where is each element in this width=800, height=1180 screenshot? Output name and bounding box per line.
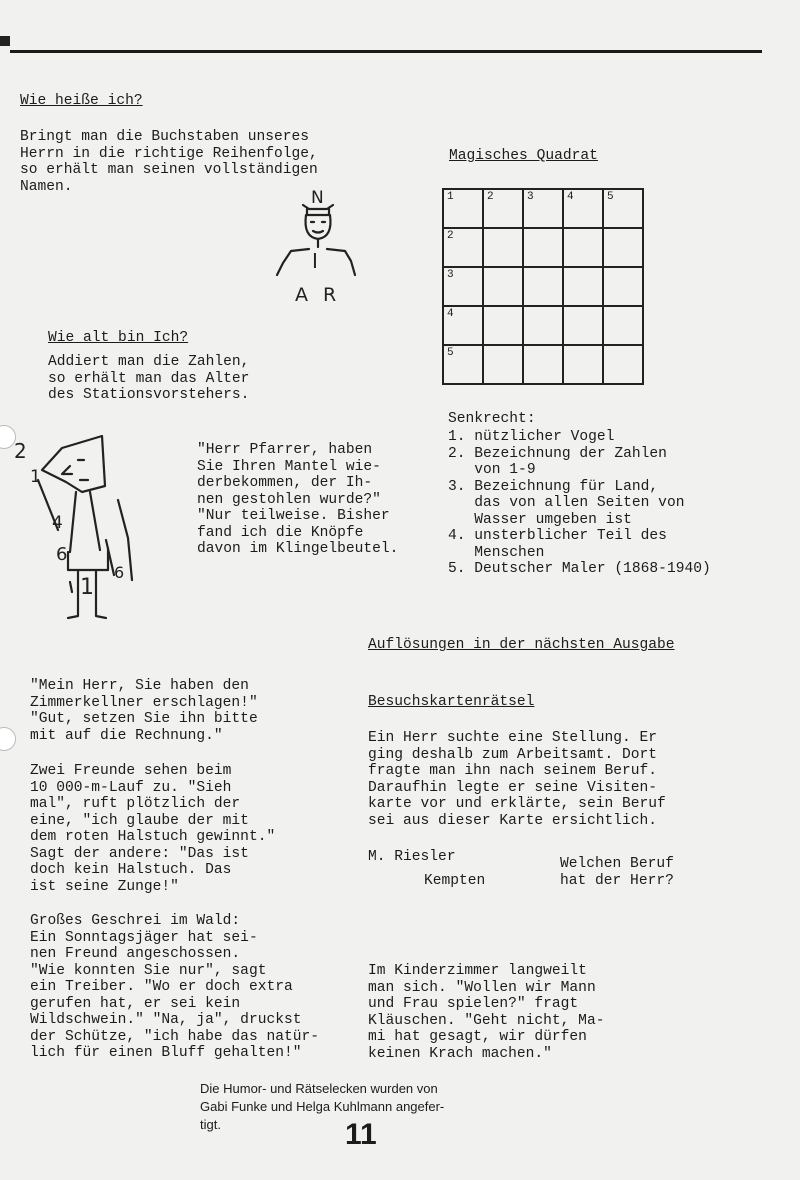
grid-cell — [483, 267, 523, 306]
puzzle-name-title: Wie heiße ich? — [20, 93, 143, 109]
grid-cell — [443, 306, 483, 345]
letter-figure-drawing — [265, 185, 375, 310]
solutions-note: Auflösungen in der nächsten Ausgabe — [368, 637, 675, 653]
grid-cell — [443, 189, 483, 228]
grid-cell — [523, 267, 563, 306]
grid-cell — [523, 345, 563, 384]
binder-hole — [0, 727, 16, 751]
grid-cell — [563, 345, 603, 384]
joke-kinder: Im Kinderzimmer langweilt man sich. "Wollen wir Mann und Frau spielen?" fragt Kläuschen. "Geht nicht, Ma- mi hat gesagt, wir dürfen keinen Krach machen." — [368, 963, 605, 1062]
grid-number: 2 — [447, 230, 454, 242]
figure-number: 1 — [80, 575, 94, 600]
visit-card-question: Welchen Beruf hat der Herr? — [560, 856, 674, 889]
grid-cell — [603, 189, 643, 228]
magic-square-grid — [442, 188, 644, 385]
puzzle-age-title: Wie alt bin Ich? — [48, 330, 189, 346]
grid-cell — [603, 306, 643, 345]
grid-cell — [483, 228, 523, 267]
grid-number: 4 — [567, 191, 574, 203]
grid-cell — [443, 228, 483, 267]
figure-number: 4 — [52, 513, 63, 533]
grid-cell — [443, 267, 483, 306]
grid-number: 5 — [607, 191, 614, 203]
figure-letter: I — [312, 249, 318, 273]
grid-cell — [523, 189, 563, 228]
grid-cell — [563, 306, 603, 345]
grid-cell — [563, 189, 603, 228]
figure-letter: R — [323, 284, 337, 306]
figure-number: 6 — [114, 563, 125, 582]
grid-number: 1 — [447, 191, 454, 203]
clues-list: 1. nützlicher Vogel 2. Bezeichnung der Zahlen von 1-9 3. Bezeichnung für Land, das von allen Seiten von Wasser umgeben ist 4. unsterblicher Teil des Menschen 5. Deutscher Maler (1868-1940) — [448, 429, 711, 577]
visit-card-city: Kempten — [424, 873, 486, 889]
grid-cell — [443, 345, 483, 384]
credits: Die Humor- und Rätselecken wurden von Gabi Funke und Helga Kuhlmann angefer- tigt. — [200, 1081, 445, 1132]
joke-pfarrer: "Herr Pfarrer, haben Sie Ihren Mantel wie- derbekommen, der Ih- nen gestohlen wurde?" "Nur teilweise. Bisher fand ich die Knöpfe davon im Klingelbeutel. — [197, 442, 399, 557]
top-rule — [10, 50, 762, 53]
visit-card-title: Besuchskartenrätsel — [368, 694, 535, 710]
figure-letter: N — [311, 188, 324, 208]
grid-number: 3 — [447, 269, 454, 281]
grid-number: 4 — [447, 308, 454, 320]
joke-lauf: Zwei Freunde sehen beim 10 000-m-Lauf zu. "Sieh mal", ruft plötzlich der eine, "ich glaube der mit dem roten Halstuch gewinnt." Sagt der andere: "Das ist doch kein Halstuch. Das ist seine Zunge!" — [30, 763, 276, 895]
grid-cell — [523, 228, 563, 267]
grid-cell — [563, 228, 603, 267]
grid-number: 3 — [527, 191, 534, 203]
magic-square-title: Magisches Quadrat — [449, 148, 598, 164]
grid-cell — [603, 228, 643, 267]
grid-cell — [603, 267, 643, 306]
grid-cell — [603, 345, 643, 384]
puzzle-name-text: Bringt man die Buchstaben unseres Herrn in die richtige Reihenfolge, so erhält man seinen vollständigen Namen. — [20, 129, 318, 195]
grid-number: 5 — [447, 347, 454, 359]
figure-number: 1 — [30, 467, 41, 487]
grid-number: 2 — [487, 191, 494, 203]
visit-card-name: M. Riesler — [368, 849, 456, 865]
visit-card-text: Ein Herr suchte eine Stellung. Er ging deshalb zum Arbeitsamt. Dort fragte man ihn nach seinem Beruf. Daraufhin legte er seine Visiten- karte vor und erklärte, sein Beruf sei aus dieser Karte ersichtlich. — [368, 730, 666, 829]
figure-number: 2 — [14, 439, 27, 463]
joke-jagd: Großes Geschrei im Wald: Ein Sonntagsjäger hat sei- nen Freund angeschossen. "Wie konnten Sie nur", sagt ein Treiber. "Wo er doch extra gerufen hat, er sei kein Wildschwein." "Na, ja", druckst der Schütze, "ich habe das natür- lich für einen Bluff gehalten!" — [30, 913, 320, 1061]
number-figure-drawing — [10, 430, 145, 630]
puzzle-age-text: Addiert man die Zahlen, so erhält man das Alter des Stationsvorstehers. — [48, 354, 250, 403]
grid-cell — [483, 189, 523, 228]
grid-cell — [483, 306, 523, 345]
figure-number: 6 — [56, 544, 68, 565]
grid-cell — [523, 306, 563, 345]
page-edge-mark — [0, 36, 10, 46]
page-number: 11 — [345, 1118, 377, 1151]
grid-cell — [563, 267, 603, 306]
joke-kellner: "Mein Herr, Sie haben den Zimmerkellner erschlagen!" "Gut, setzen Sie ihn bitte mit auf die Rechnung." — [30, 678, 258, 744]
clues-heading: Senkrecht: — [448, 411, 536, 427]
figure-letter: A — [295, 284, 308, 306]
grid-cell — [483, 345, 523, 384]
